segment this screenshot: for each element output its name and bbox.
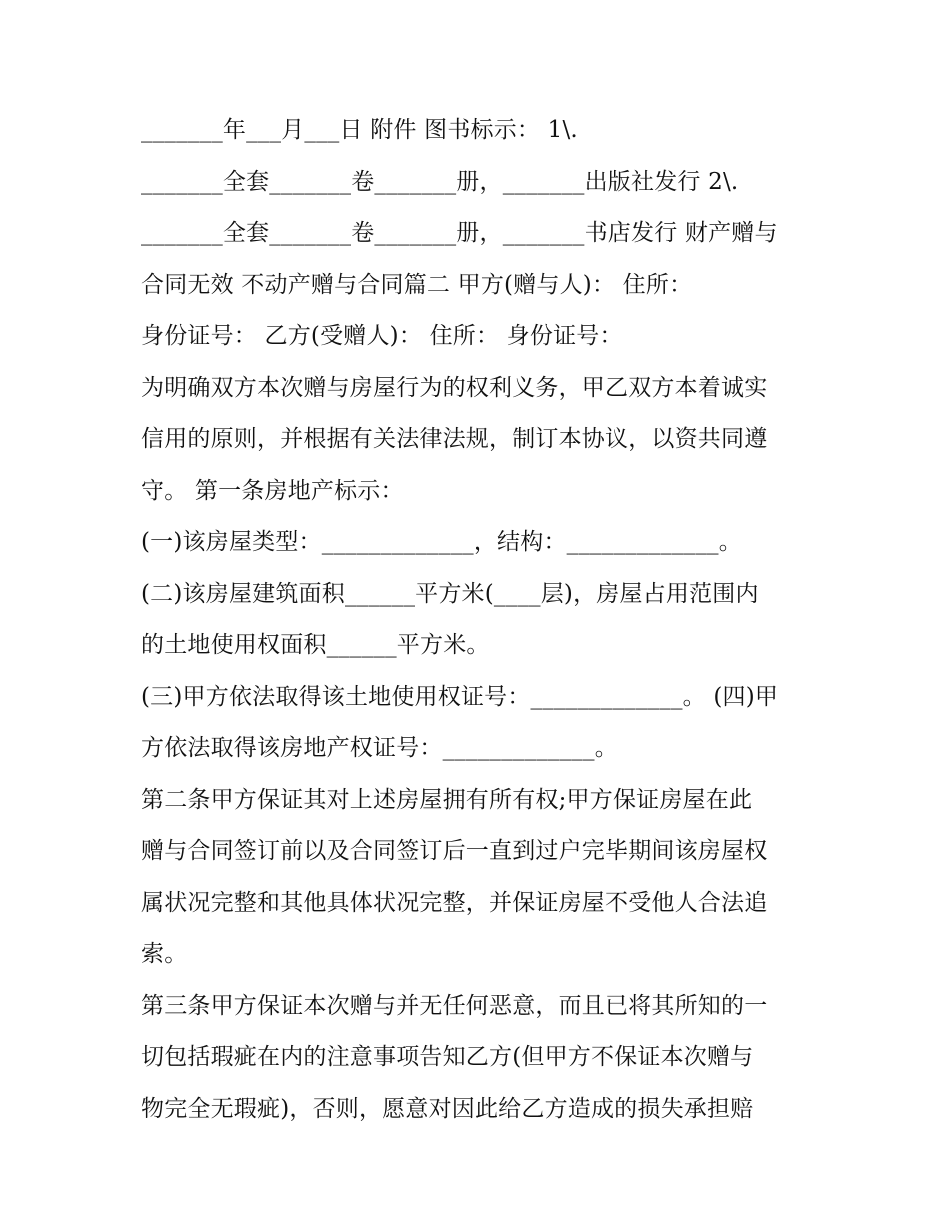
text-line: 切包括瑕疵在内的注意事项告知乙方(但甲方不保证本次赠与 bbox=[141, 1044, 754, 1070]
text-line: 为明确双方本次赠与房屋行为的权利义务，甲乙双方本着诚实 bbox=[141, 374, 768, 401]
text-line: (一)该房屋类型：_____________，结构：_____________。 bbox=[141, 529, 742, 555]
text-line: (二)该房屋建筑面积______平方米(____层)，房屋占用范围内 bbox=[141, 580, 759, 607]
text-line: 索。 bbox=[141, 941, 188, 967]
text-line: 第三条甲方保证本次赠与并无任何恶意，而且已将其所知的一 bbox=[141, 992, 768, 1019]
text-line: 赠与合同签订前以及合同签订后一直到过户完毕期间该房屋权 bbox=[141, 838, 768, 864]
text-line: 属状况完整和其他具体状况完整，并保证房屋不受他人合法追 bbox=[141, 889, 768, 916]
text-line: 身份证号： 乙方(受赠人)： 住所： 身份证号： bbox=[141, 323, 623, 349]
text-line: _______年___月___日 附件 图书标示： 1\. bbox=[141, 117, 578, 143]
text-line: 物完全无瑕疵)，否则，愿意对因此给乙方造成的损失承担赔 bbox=[141, 1095, 754, 1122]
document-body bbox=[141, 105, 821, 1135]
text-line: 方依法取得该房地产权证号：_____________。 bbox=[141, 735, 618, 761]
text-line: 的土地使用权面积______平方米。 bbox=[141, 632, 490, 658]
text-line: _______全套_______卷_______册，_______出版社发行 2\. bbox=[141, 168, 739, 195]
text-line: (三)甲方依法取得该土地使用权证号：_____________。 (四)甲 bbox=[141, 683, 779, 710]
text-line: _______全套_______卷_______册，_______书店发行 财产赠与 bbox=[141, 220, 778, 246]
text-line: 第二条甲方保证其对上述房屋拥有所有权;甲方保证房屋在此 bbox=[141, 786, 753, 813]
text-line: 合同无效 不动产赠与合同篇二 甲方(赠与人)： 住所： bbox=[141, 271, 693, 298]
text-line: 信用的原则，并根据有关法律法规，制订本协议，以资共同遵 bbox=[141, 426, 768, 452]
text-line: 守。 第一条房地产标示： bbox=[141, 477, 404, 504]
